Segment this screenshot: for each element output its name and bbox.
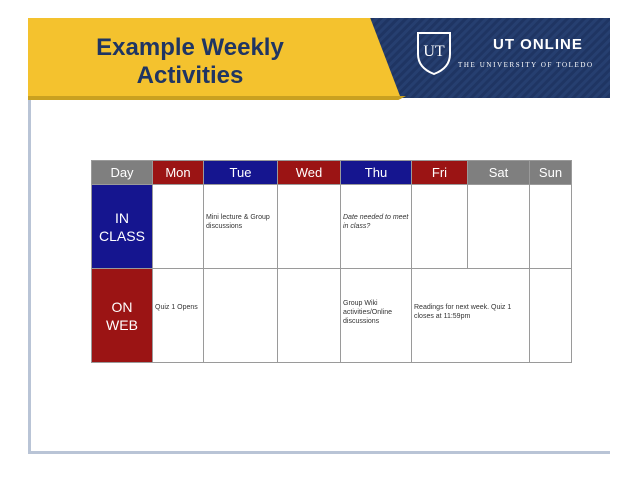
table-cell [530,269,572,363]
header-wed: Wed [278,161,341,185]
table-cell: Group Wiki activities/Online discussions [341,269,412,363]
row-label-in-class: IN CLASS [92,185,153,269]
header-sat: Sat [468,161,530,185]
brand-subtitle: THE UNIVERSITY OF TOLEDO [458,61,594,69]
table-row-on-web [92,269,572,363]
table-row-in-class [92,185,572,269]
table-cell [278,185,341,269]
logo-letters: UT [423,43,445,60]
ut-shield-logo-icon [414,30,454,76]
title-banner-shadow [28,96,406,100]
header-thu: Thu [341,161,412,185]
header-mon: Mon [153,161,204,185]
header-tue: Tue [204,161,278,185]
table-cell [204,269,278,363]
table-cell [153,185,204,269]
table-cell [278,269,341,363]
slide-title: Example Weekly Activities [96,34,284,89]
table-cell: Quiz 1 Opens [153,269,204,363]
table-cell [468,185,530,269]
header-sun: Sun [530,161,572,185]
table-cell: Date needed to meet in class? [341,185,412,269]
weekly-schedule-table [91,160,572,363]
header-fri: Fri [412,161,468,185]
table-cell: Readings for next week. Quiz 1 closes at 11:59pm [412,269,530,363]
header-day: Day [92,161,153,185]
table-header-row [92,161,572,185]
table-cell [530,185,572,269]
table-cell [412,185,468,269]
row-label-on-web: ON WEB [92,269,153,363]
brand-name: UT ONLINE [493,36,583,53]
table-cell: Mini lecture & Group discussions [204,185,278,269]
